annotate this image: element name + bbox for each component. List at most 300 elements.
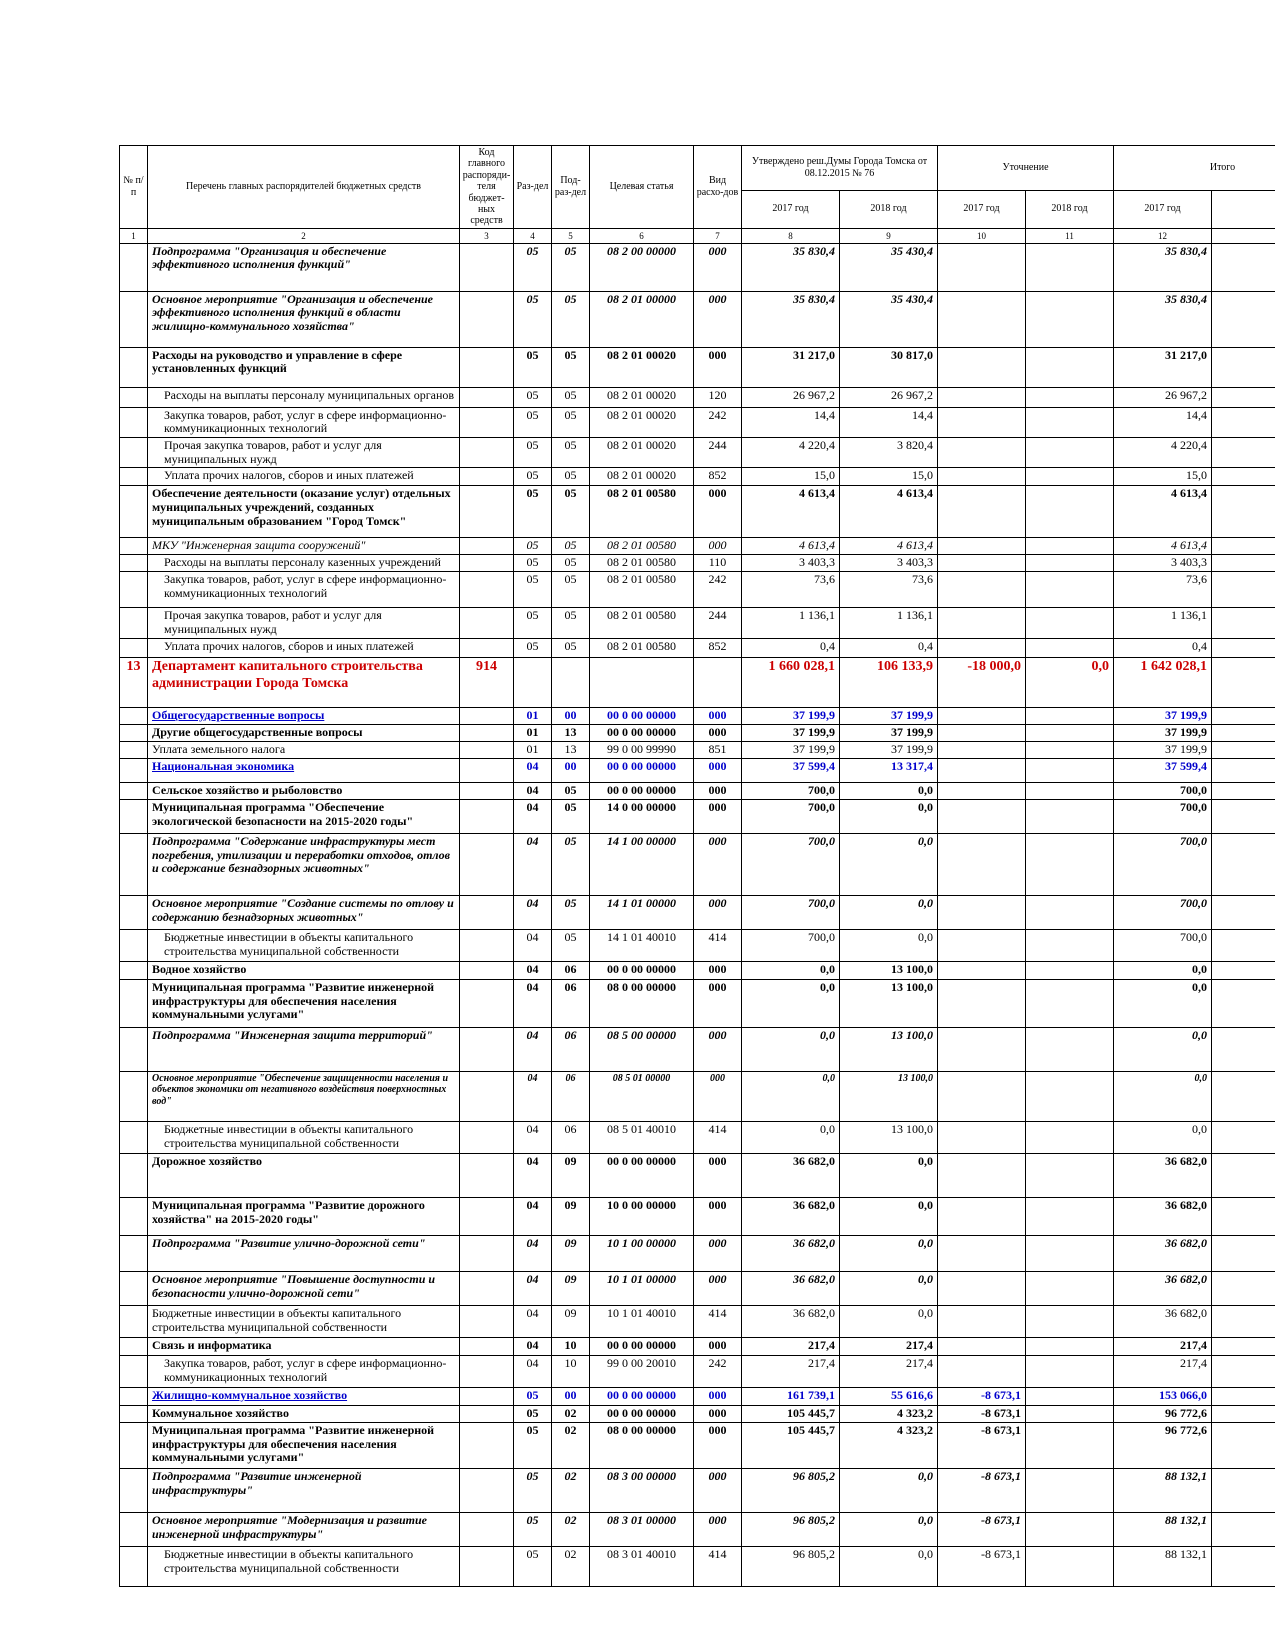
- expense-type-cell: 000: [694, 1388, 742, 1406]
- expense-type-cell: 242: [694, 1356, 742, 1388]
- target-article-cell: 08 3 00 00000: [590, 1469, 694, 1513]
- row-title: Закупка товаров, работ, услуг в сфере информационно-коммуникационных технологий: [164, 1356, 447, 1384]
- row-title: Основное мероприятие "Модернизация и развитие инженерной инфраструктуры": [152, 1513, 427, 1541]
- spacer-cell: [1212, 1198, 1275, 1236]
- podrazdel-cell: 05: [552, 407, 590, 437]
- approved-2018-cell: 4 613,4: [840, 538, 938, 555]
- row-number-cell: [120, 1154, 148, 1198]
- row-number-cell: 13: [120, 658, 148, 708]
- adjustment-2018-cell: [1026, 1272, 1114, 1306]
- budget-table: [119, 145, 1275, 1587]
- table-row: [120, 896, 1275, 930]
- target-article-cell: 08 2 01 00000: [590, 291, 694, 347]
- approved-2017-cell: 15,0: [742, 468, 840, 486]
- adjustment-2017-cell: [938, 1356, 1026, 1388]
- expense-type-cell: 000: [694, 1406, 742, 1423]
- spacer-cell: [1212, 708, 1275, 725]
- adjustment-2017-cell: [938, 1028, 1026, 1072]
- total-2017-cell: 0,0: [1114, 1072, 1212, 1122]
- target-article-cell: 00 0 00 00000: [590, 962, 694, 980]
- grbs-code-cell: [460, 572, 514, 608]
- grbs-code-cell: [460, 896, 514, 930]
- total-2017-cell: 36 682,0: [1114, 1306, 1212, 1338]
- razdel-cell: 01: [514, 725, 552, 742]
- expense-type-cell: 120: [694, 387, 742, 407]
- approved-2018-cell: 15,0: [840, 468, 938, 486]
- header-approved-2018: 2018 год: [840, 190, 938, 228]
- approved-2017-cell: 700,0: [742, 896, 840, 930]
- total-2017-cell: 0,0: [1114, 1122, 1212, 1154]
- approved-2018-cell: 13 100,0: [840, 1028, 938, 1072]
- name-cell: [148, 980, 460, 1028]
- name-cell: [148, 708, 460, 725]
- grbs-code-cell: [460, 725, 514, 742]
- target-article-cell: 08 2 01 00580: [590, 572, 694, 608]
- adjustment-2017-cell: -8 673,1: [938, 1547, 1026, 1587]
- approved-2017-cell: 700,0: [742, 930, 840, 962]
- podrazdel-cell: 02: [552, 1423, 590, 1469]
- total-2017-cell: 700,0: [1114, 896, 1212, 930]
- approved-2017-cell: 14,4: [742, 407, 840, 437]
- row-number-cell: [120, 834, 148, 896]
- razdel-cell: 05: [514, 639, 552, 658]
- adjustment-2017-cell: [938, 608, 1026, 639]
- row-number-cell: [120, 291, 148, 347]
- expense-type-cell: 851: [694, 742, 742, 759]
- razdel-cell: 04: [514, 1338, 552, 1356]
- header-total-group: Итого: [1114, 146, 1275, 191]
- adjustment-2017-cell: [938, 486, 1026, 538]
- razdel-cell: 04: [514, 1072, 552, 1122]
- adjustment-2018-cell: [1026, 896, 1114, 930]
- target-article-cell: 08 2 01 00580: [590, 555, 694, 572]
- expense-type-cell: 414: [694, 1547, 742, 1587]
- spacer-cell: [1212, 639, 1275, 658]
- header-total-2018-cut: [1212, 190, 1275, 228]
- table-row: [120, 639, 1275, 658]
- column-number: 1: [120, 228, 148, 243]
- grbs-code-cell: [460, 930, 514, 962]
- header-adjustment-2018: 2018 год: [1026, 190, 1114, 228]
- adjustment-2017-cell: [938, 572, 1026, 608]
- expense-type-cell: 000: [694, 1272, 742, 1306]
- target-article-cell: 00 0 00 00000: [590, 708, 694, 725]
- name-cell: [148, 407, 460, 437]
- grbs-code-cell: [460, 387, 514, 407]
- total-2017-cell: 36 682,0: [1114, 1154, 1212, 1198]
- expense-type-cell: 414: [694, 1306, 742, 1338]
- target-article-cell: 08 0 00 00000: [590, 980, 694, 1028]
- table-row: [120, 438, 1275, 468]
- adjustment-2017-cell: [938, 407, 1026, 437]
- target-article-cell: 10 0 00 00000: [590, 1198, 694, 1236]
- approved-2018-cell: 13 100,0: [840, 980, 938, 1028]
- row-number-cell: [120, 1406, 148, 1423]
- spacer-cell: [1212, 1306, 1275, 1338]
- name-cell: [148, 1406, 460, 1423]
- grbs-code-cell: [460, 468, 514, 486]
- row-number-cell: [120, 1198, 148, 1236]
- row-title: Обеспечение деятельности (оказание услуг) отдельных муниципальных учреждений, созданных муниципальным образованием "Город Томск": [152, 486, 451, 528]
- name-cell: [148, 1513, 460, 1547]
- spacer-cell: [1212, 243, 1275, 291]
- spacer-cell: [1212, 486, 1275, 538]
- approved-2017-cell: 36 682,0: [742, 1306, 840, 1338]
- target-article-cell: 08 2 01 00020: [590, 347, 694, 387]
- expense-type-cell: 000: [694, 759, 742, 783]
- expense-type-cell: 244: [694, 608, 742, 639]
- approved-2018-cell: 37 199,9: [840, 708, 938, 725]
- name-cell: [148, 1338, 460, 1356]
- row-number-cell: [120, 1513, 148, 1547]
- row-number-cell: [120, 243, 148, 291]
- podrazdel-cell: 00: [552, 759, 590, 783]
- adjustment-2018-cell: [1026, 834, 1114, 896]
- approved-2017-cell: 4 613,4: [742, 486, 840, 538]
- approved-2017-cell: 36 682,0: [742, 1272, 840, 1306]
- total-2017-cell: 0,4: [1114, 639, 1212, 658]
- adjustment-2018-cell: [1026, 555, 1114, 572]
- row-title: Коммунальное хозяйство: [152, 1406, 289, 1421]
- grbs-code-cell: [460, 759, 514, 783]
- approved-2017-cell: 3 403,3: [742, 555, 840, 572]
- grbs-code-cell: [460, 639, 514, 658]
- razdel-cell: 05: [514, 1388, 552, 1406]
- spacer-cell: [1212, 407, 1275, 437]
- approved-2018-cell: 0,0: [840, 1513, 938, 1547]
- adjustment-2018-cell: [1026, 708, 1114, 725]
- total-2017-cell: 700,0: [1114, 800, 1212, 834]
- row-title: Общегосударственные вопросы: [152, 708, 325, 723]
- adjustment-2018-cell: [1026, 538, 1114, 555]
- total-2017-cell: 15,0: [1114, 468, 1212, 486]
- approved-2017-cell: 105 445,7: [742, 1423, 840, 1469]
- razdel-cell: 04: [514, 1198, 552, 1236]
- total-2017-cell: 4 220,4: [1114, 438, 1212, 468]
- spacer-cell: [1212, 1338, 1275, 1356]
- spacer-cell: [1212, 538, 1275, 555]
- grbs-code-cell: [460, 708, 514, 725]
- grbs-code-cell: [460, 538, 514, 555]
- total-2017-cell: 700,0: [1114, 783, 1212, 800]
- approved-2018-cell: 30 817,0: [840, 347, 938, 387]
- podrazdel-cell: 05: [552, 468, 590, 486]
- grbs-code-cell: [460, 783, 514, 800]
- total-2017-cell: 0,0: [1114, 980, 1212, 1028]
- adjustment-2017-cell: [938, 759, 1026, 783]
- expense-type-cell: [694, 658, 742, 708]
- podrazdel-cell: 06: [552, 962, 590, 980]
- podrazdel-cell: 05: [552, 291, 590, 347]
- row-number-cell: [120, 1469, 148, 1513]
- row-number-cell: [120, 1423, 148, 1469]
- approved-2018-cell: 0,0: [840, 1306, 938, 1338]
- podrazdel-cell: 06: [552, 1028, 590, 1072]
- adjustment-2017-cell: [938, 834, 1026, 896]
- approved-2018-cell: 0,0: [840, 783, 938, 800]
- approved-2017-cell: 1 660 028,1: [742, 658, 840, 708]
- approved-2017-cell: 700,0: [742, 800, 840, 834]
- column-number: 2: [148, 228, 460, 243]
- header-expense-type: Вид расхо-дов: [694, 146, 742, 229]
- expense-type-cell: 000: [694, 708, 742, 725]
- name-cell: [148, 1236, 460, 1272]
- target-article-cell: 08 3 01 00000: [590, 1513, 694, 1547]
- grbs-code-cell: [460, 1272, 514, 1306]
- razdel-cell: 05: [514, 538, 552, 555]
- podrazdel-cell: 06: [552, 1072, 590, 1122]
- row-title: Подпрограмма "Содержание инфраструктуры мест погребения, утилизации и переработки отходов, отлов и содержание безнадзорных животных": [152, 834, 450, 876]
- total-2017-cell: 4 613,4: [1114, 486, 1212, 538]
- adjustment-2017-cell: [938, 783, 1026, 800]
- header-adjustment-2017: 2017 год: [938, 190, 1026, 228]
- total-2017-cell: 4 613,4: [1114, 538, 1212, 555]
- razdel-cell: [514, 658, 552, 708]
- column-number: 8: [742, 228, 840, 243]
- approved-2017-cell: 700,0: [742, 834, 840, 896]
- adjustment-2017-cell: [938, 438, 1026, 468]
- target-article-cell: 10 1 01 40010: [590, 1306, 694, 1338]
- name-cell: [148, 347, 460, 387]
- adjustment-2018-cell: [1026, 742, 1114, 759]
- approved-2017-cell: 0,0: [742, 962, 840, 980]
- approved-2018-cell: 0,4: [840, 639, 938, 658]
- razdel-cell: 04: [514, 1306, 552, 1338]
- razdel-cell: 05: [514, 555, 552, 572]
- podrazdel-cell: 05: [552, 930, 590, 962]
- adjustment-2018-cell: [1026, 962, 1114, 980]
- razdel-cell: 05: [514, 572, 552, 608]
- approved-2018-cell: 0,0: [840, 834, 938, 896]
- table-row: [120, 980, 1275, 1028]
- table-row: [120, 962, 1275, 980]
- table-row: [120, 608, 1275, 639]
- total-2017-cell: 0,0: [1114, 1028, 1212, 1072]
- adjustment-2018-cell: [1026, 1356, 1114, 1388]
- spacer-cell: [1212, 1513, 1275, 1547]
- name-cell: [148, 1547, 460, 1587]
- table-row: [120, 1338, 1275, 1356]
- spacer-cell: [1212, 1406, 1275, 1423]
- expense-type-cell: 000: [694, 834, 742, 896]
- budget-table-body: [120, 243, 1275, 1586]
- podrazdel-cell: 06: [552, 1122, 590, 1154]
- total-2017-cell: 37 599,4: [1114, 759, 1212, 783]
- adjustment-2018-cell: [1026, 468, 1114, 486]
- adjustment-2018-cell: [1026, 1154, 1114, 1198]
- table-row: [120, 1272, 1275, 1306]
- approved-2018-cell: 0,0: [840, 896, 938, 930]
- total-2017-cell: 88 132,1: [1114, 1513, 1212, 1547]
- row-number-cell: [120, 783, 148, 800]
- podrazdel-cell: 05: [552, 608, 590, 639]
- total-2017-cell: 0,0: [1114, 962, 1212, 980]
- razdel-cell: 05: [514, 347, 552, 387]
- razdel-cell: 05: [514, 1513, 552, 1547]
- column-number: 4: [514, 228, 552, 243]
- row-title: Бюджетные инвестиции в объекты капитального строительства муниципальной собственности: [164, 930, 414, 958]
- table-row: [120, 783, 1275, 800]
- table-row: [120, 759, 1275, 783]
- adjustment-2017-cell: [938, 930, 1026, 962]
- row-title: Основное мероприятие "Организация и обеспечение эффективного исполнения функций в области жилищно-коммунального хозяйства": [152, 291, 434, 334]
- approved-2017-cell: 0,4: [742, 639, 840, 658]
- adjustment-2017-cell: [938, 291, 1026, 347]
- adjustment-2018-cell: [1026, 1547, 1114, 1587]
- razdel-cell: 01: [514, 708, 552, 725]
- row-title: Подпрограмма "Инженерная защита территорий": [152, 1028, 433, 1043]
- razdel-cell: 04: [514, 896, 552, 930]
- approved-2017-cell: 1 136,1: [742, 608, 840, 639]
- total-2017-cell: 88 132,1: [1114, 1547, 1212, 1587]
- name-cell: [148, 658, 460, 708]
- row-number-cell: [120, 1122, 148, 1154]
- grbs-code-cell: [460, 962, 514, 980]
- target-article-cell: 08 2 01 00580: [590, 639, 694, 658]
- adjustment-2018-cell: [1026, 639, 1114, 658]
- podrazdel-cell: 09: [552, 1236, 590, 1272]
- razdel-cell: 04: [514, 783, 552, 800]
- table-row: [120, 930, 1275, 962]
- adjustment-2018-cell: [1026, 1423, 1114, 1469]
- podrazdel-cell: 05: [552, 387, 590, 407]
- row-title: Бюджетные инвестиции в объекты капитального строительства муниципальной собственности: [164, 1547, 414, 1575]
- expense-type-cell: 000: [694, 896, 742, 930]
- approved-2017-cell: 4 220,4: [742, 438, 840, 468]
- approved-2017-cell: 161 739,1: [742, 1388, 840, 1406]
- row-title: Закупка товаров, работ, услуг в сфере информационно-коммуникационных технологий: [164, 572, 447, 601]
- expense-type-cell: 000: [694, 962, 742, 980]
- grbs-code-cell: [460, 243, 514, 291]
- approved-2017-cell: 96 805,2: [742, 1469, 840, 1513]
- grbs-code-cell: [460, 1469, 514, 1513]
- name-cell: [148, 639, 460, 658]
- spacer-cell: [1212, 742, 1275, 759]
- expense-type-cell: 000: [694, 1513, 742, 1547]
- expense-type-cell: 852: [694, 468, 742, 486]
- table-row: [120, 555, 1275, 572]
- expense-type-cell: 000: [694, 538, 742, 555]
- razdel-cell: 05: [514, 468, 552, 486]
- row-title: Прочая закупка товаров, работ и услуг для муниципальных нужд: [164, 608, 382, 637]
- approved-2017-cell: 35 830,4: [742, 291, 840, 347]
- approved-2017-cell: 0,0: [742, 1122, 840, 1154]
- expense-type-cell: 000: [694, 980, 742, 1028]
- header-total-2017: 2017 год: [1114, 190, 1212, 228]
- total-2017-cell: 35 830,4: [1114, 243, 1212, 291]
- row-number-cell: [120, 962, 148, 980]
- approved-2018-cell: 1 136,1: [840, 608, 938, 639]
- adjustment-2017-cell: [938, 555, 1026, 572]
- spacer-cell: [1212, 555, 1275, 572]
- approved-2017-cell: 73,6: [742, 572, 840, 608]
- row-title: Национальная экономика: [152, 759, 295, 774]
- podrazdel-cell: 05: [552, 783, 590, 800]
- approved-2017-cell: 0,0: [742, 980, 840, 1028]
- grbs-code-cell: [460, 438, 514, 468]
- target-article-cell: 08 2 01 00580: [590, 608, 694, 639]
- row-number-cell: [120, 800, 148, 834]
- name-cell: [148, 1306, 460, 1338]
- spacer-cell: [1212, 387, 1275, 407]
- approved-2018-cell: 37 199,9: [840, 742, 938, 759]
- podrazdel-cell: [552, 658, 590, 708]
- expense-type-cell: 000: [694, 347, 742, 387]
- row-title: Муниципальная программа "Развитие инженерной инфраструктуры для обеспечения населения коммунальными услугами": [152, 980, 435, 1022]
- total-2017-cell: 35 830,4: [1114, 291, 1212, 347]
- row-title: Уплата земельного налога: [152, 742, 286, 757]
- approved-2018-cell: 3 820,4: [840, 438, 938, 468]
- row-number-cell: [120, 742, 148, 759]
- razdel-cell: 04: [514, 1154, 552, 1198]
- row-number-cell: [120, 980, 148, 1028]
- row-title: Жилищно-коммунальное хозяйство: [152, 1388, 348, 1403]
- name-cell: [148, 1072, 460, 1122]
- grbs-code-cell: [460, 1306, 514, 1338]
- spacer-cell: [1212, 834, 1275, 896]
- spacer-cell: [1212, 1388, 1275, 1406]
- grbs-code-cell: [460, 1356, 514, 1388]
- target-article-cell: 08 2 01 00580: [590, 538, 694, 555]
- podrazdel-cell: 05: [552, 639, 590, 658]
- row-title: Бюджетные инвестиции в объекты капитального строительства муниципальной собственности: [164, 1122, 414, 1150]
- column-number: 3: [460, 228, 514, 243]
- name-cell: [148, 783, 460, 800]
- podrazdel-cell: 05: [552, 486, 590, 538]
- podrazdel-cell: 13: [552, 725, 590, 742]
- name-cell: [148, 1154, 460, 1198]
- row-number-cell: [120, 387, 148, 407]
- name-cell: [148, 725, 460, 742]
- expense-type-cell: 414: [694, 1122, 742, 1154]
- podrazdel-cell: 05: [552, 555, 590, 572]
- adjustment-2017-cell: [938, 980, 1026, 1028]
- table-row: [120, 1547, 1275, 1587]
- approved-2018-cell: 0,0: [840, 1272, 938, 1306]
- target-article-cell: 00 0 00 00000: [590, 783, 694, 800]
- spacer-cell: [1212, 1028, 1275, 1072]
- podrazdel-cell: 13: [552, 742, 590, 759]
- name-cell: [148, 1388, 460, 1406]
- column-number: 10: [938, 228, 1026, 243]
- expense-type-cell: 000: [694, 1072, 742, 1122]
- adjustment-2017-cell: [938, 1272, 1026, 1306]
- adjustment-2017-cell: [938, 896, 1026, 930]
- expense-type-cell: 000: [694, 1198, 742, 1236]
- spacer-cell: [1212, 962, 1275, 980]
- expense-type-cell: 852: [694, 639, 742, 658]
- podrazdel-cell: 05: [552, 834, 590, 896]
- row-number-cell: [120, 930, 148, 962]
- approved-2018-cell: 73,6: [840, 572, 938, 608]
- approved-2018-cell: 13 100,0: [840, 962, 938, 980]
- grbs-code-cell: [460, 1388, 514, 1406]
- adjustment-2017-cell: -8 673,1: [938, 1513, 1026, 1547]
- podrazdel-cell: 09: [552, 1154, 590, 1198]
- spacer-cell: [1212, 1547, 1275, 1587]
- podrazdel-cell: 05: [552, 438, 590, 468]
- podrazdel-cell: 05: [552, 538, 590, 555]
- adjustment-2017-cell: [938, 962, 1026, 980]
- approved-2018-cell: 35 430,4: [840, 243, 938, 291]
- name-cell: [148, 834, 460, 896]
- razdel-cell: 05: [514, 1423, 552, 1469]
- razdel-cell: 05: [514, 608, 552, 639]
- name-cell: [148, 608, 460, 639]
- approved-2017-cell: 36 682,0: [742, 1236, 840, 1272]
- grbs-code-cell: [460, 1406, 514, 1423]
- grbs-code-cell: [460, 980, 514, 1028]
